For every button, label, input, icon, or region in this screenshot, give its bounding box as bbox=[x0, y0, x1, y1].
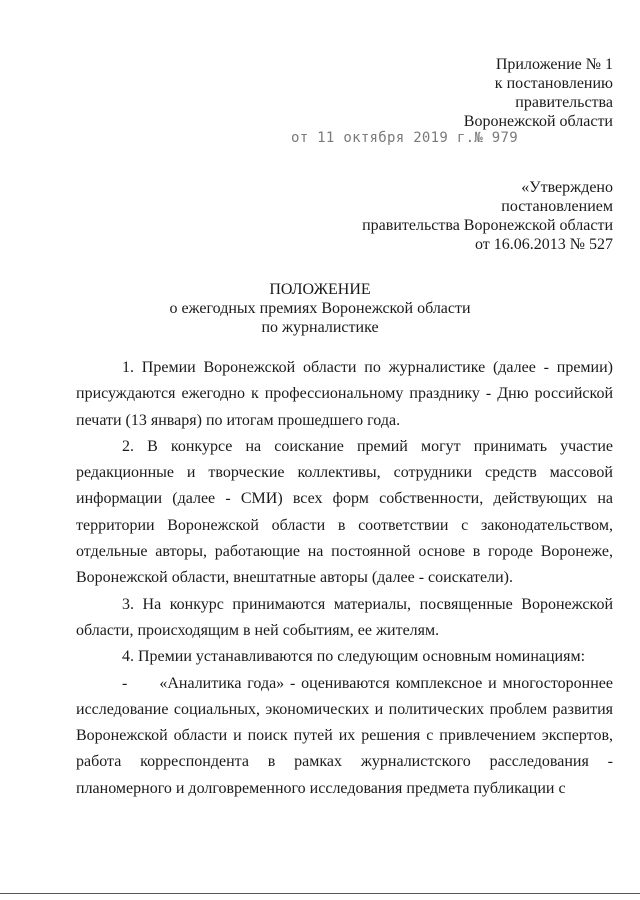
appendix-line: Воронежской области bbox=[463, 113, 613, 130]
approval-line: от 16.06.2013 № 527 bbox=[474, 236, 613, 253]
approval-block bbox=[362, 178, 613, 254]
date-stamp: от 11 октября 2019 г.№ 979 bbox=[291, 130, 518, 146]
document-title bbox=[0, 280, 640, 337]
paragraph-1: 1. Премии Воронежской области по журналистике (далее - премии) присуждаются ежегодно к профессиональному празднику - Дню российской печати (13 января) по итогам прошедшего года. bbox=[76, 359, 613, 429]
paragraph-2: 2. В конкурсе на соискание премий могут принимать участие редакционные и творческие коллективы, сотрудники средств массовой информации (далее - СМИ) всех форм собственности, действующих на территории Воронежской области в соответствии с законодательством, отдельные авторы, работающие на постоянной основе в городе Воронеже, Воронежской области, внештатные авторы (далее - соискатели). bbox=[76, 437, 613, 587]
approval-line: правительства Воронежской области bbox=[362, 217, 613, 234]
paragraph-nomination-analytics: - «Аналитика года» - оцениваются комплексное и многостороннее исследование социальных, экономических и политических проблем развития Воронежской области и поиск путей их решения с привлечением экспертов, работа корреспондента в рамках журналистского расследования - планомерного и долговременного исследования предмета публикации с bbox=[76, 674, 613, 797]
paragraph-4: 4. Премии устанавливаются по следующим основным номинациям: bbox=[122, 648, 586, 666]
document-body bbox=[76, 355, 613, 802]
approval-line: постановлением bbox=[501, 198, 613, 215]
title-subtitle: по журналистике bbox=[261, 319, 379, 336]
title-heading: ПОЛОЖЕНИЕ bbox=[269, 281, 371, 298]
approval-line: «Утверждено bbox=[521, 179, 613, 196]
paragraph-3: 3. На конкурс принимаются материалы, посвященные Воронежской области, происходящим в ней событиям, ее жителям. bbox=[76, 595, 613, 639]
page-bottom-divider bbox=[0, 893, 640, 894]
appendix-block bbox=[464, 55, 613, 131]
title-subtitle: о ежегодных премиях Воронежской области bbox=[169, 300, 471, 317]
appendix-line: к постановлению bbox=[494, 75, 613, 92]
appendix-line: Приложение № 1 bbox=[495, 56, 613, 73]
appendix-line: правительства bbox=[515, 94, 613, 111]
